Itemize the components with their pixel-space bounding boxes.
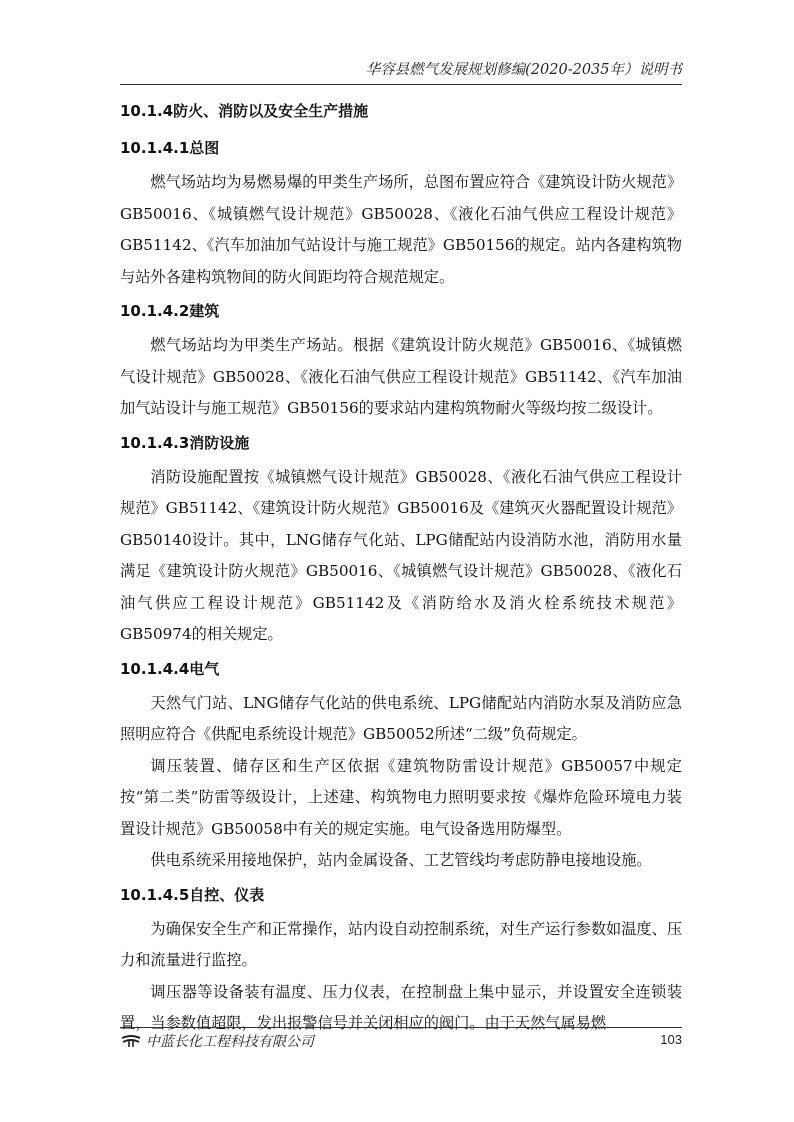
footer-company <box>120 1031 314 1051</box>
paragraph: 为确保安全生产和正常操作，站内设自动控制系统，对生产运行参数如温度、压力和流量进行监控。 <box>120 919 682 969</box>
section-heading: 10.1.4.4电气 <box>120 659 220 678</box>
section-heading: 10.1.4防火、消防以及安全生产措施 <box>120 102 369 120</box>
paragraph: 燃气场站均为甲类生产场站。根据《建筑设计防火规范》GB50016、《城镇燃气设计规范》GB50028、《液化石油气供应工程设计规范》GB51142、《汽车加油加气站设计与施工规范》GB50156的要求站内建构筑物耐火等级均按二级设计。 <box>120 336 682 417</box>
section-heading: 10.1.4.2建筑 <box>120 302 220 320</box>
section-heading: 10.1.4.5自控、仪表 <box>120 885 265 904</box>
paragraph: 调压装置、储存区和生产区依据《建筑物防雷设计规范》GB50057中规定按“第二类”防雷等级设计，上述建、构筑物电力照明要求按《爆炸危险环境电力装置设计规范》GB50058中有关的规定实施。电气设备选用防爆型。 <box>120 756 682 838</box>
document-body <box>120 93 682 1040</box>
header-divider <box>120 84 682 85</box>
section-heading: 10.1.4.1总图 <box>120 139 220 157</box>
page-number: 103 <box>660 1032 682 1047</box>
paragraph: 调压器等设备装有温度、压力仪表，在控制盘上集中显示，并设置安全连锁装置，当参数值超限，发出报警信号并关闭相应的阀门。由于天然气属易燃 <box>120 982 682 1032</box>
page-header: 华容县燃气发展规划修编(2020-2035年）说明书 <box>365 62 682 78</box>
section-heading: 10.1.4.3消防设施 <box>120 433 250 452</box>
company-name: 中蓝长化工程科技有限公司 <box>146 1034 314 1050</box>
paragraph: 消防设施配置按《城镇燃气设计规范》GB50028、《液化石油气供应工程设计规范》GB51142、《建筑设计防火规范》GB50016及《建筑灭火器配置设计规范》GB50140设计。其中，LNG储存气化站、LPG储配站内设消防水池，消防用水量满足《建筑设计防火规范》GB50016、《城镇燃气设计规范》GB50028、《液化石油气供应工程设计规范》GB51142及《消防给水及消火栓系统技术规范》GB50974的相关规定。 <box>120 467 682 643</box>
company-logo-icon <box>120 1034 142 1048</box>
paragraph: 供电系统采用接地保护，站内金属设备、工艺管线均考虑防静电接地设施。 <box>150 851 652 869</box>
paragraph: 燃气场站均为易燃易爆的甲类生产场所，总图布置应符合《建筑设计防火规范》GB50016、《城镇燃气设计规范》GB50028、《液化石油气供应工程设计规范》GB51142、《汽车加油加气站设计与施工规范》GB50156的规定。站内各建构筑物与站外各建构筑物间的防火间距均符合规范规定。 <box>120 173 682 286</box>
footer-divider <box>120 1027 682 1028</box>
paragraph: 天然气门站、LNG储存气化站的供电系统、LPG储配站内消防水泵及消防应急照明应符合《供配电系统设计规范》GB50052所述“二级”负荷规定。 <box>120 693 682 743</box>
